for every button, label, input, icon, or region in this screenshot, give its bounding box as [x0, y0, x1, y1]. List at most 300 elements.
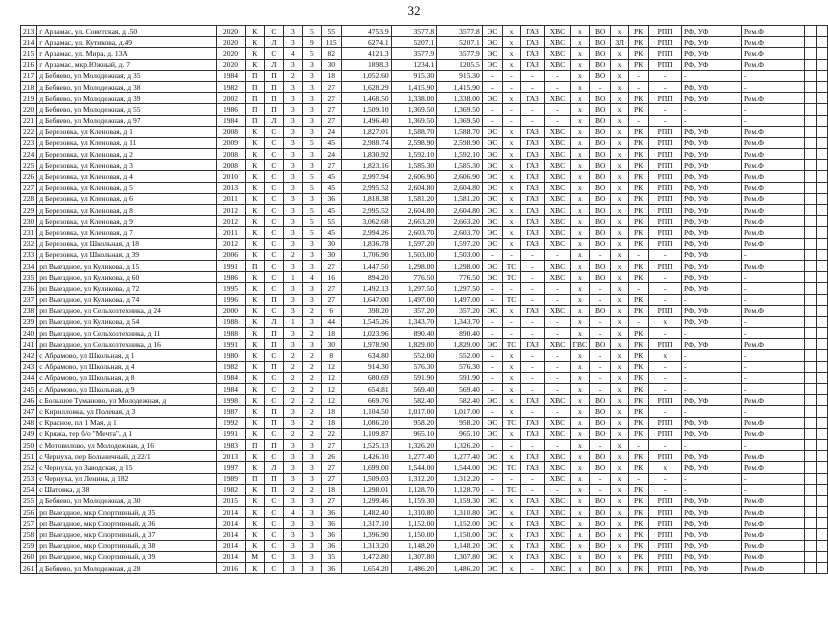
table-cell: С	[264, 540, 283, 551]
table-cell	[805, 48, 816, 59]
table-cell: рп Выездное, мкр Спортивный, д 38	[37, 540, 216, 551]
table-cell: ХВС	[545, 428, 570, 439]
table-cell: рп Выездное, ул Куликова, д 54	[37, 316, 216, 327]
table-cell: ВО	[589, 216, 610, 227]
table-cell: РПП	[649, 227, 682, 238]
table-cell: 1,312.20	[391, 473, 437, 484]
table-cell	[805, 104, 816, 115]
table-cell: РФ, УФ	[682, 160, 742, 171]
table-cell: 1,343.70	[437, 316, 483, 327]
table-cell: х	[570, 70, 589, 81]
table-cell	[816, 350, 828, 361]
table-cell: -	[682, 384, 742, 395]
table-cell: 1,496.40	[341, 115, 391, 126]
table-cell: 1986	[216, 104, 245, 115]
table-row	[21, 507, 828, 518]
table-cell: 1,585.30	[391, 160, 437, 171]
table-cell: д Березовка, ул Кленовая, д 4	[37, 171, 216, 182]
table-cell: х	[570, 316, 589, 327]
table-cell: 237	[21, 294, 37, 305]
table-cell: -	[520, 361, 544, 372]
table-row	[21, 260, 828, 271]
table-cell: РФ, УФ	[682, 316, 742, 327]
table-cell: ГАЗ	[520, 59, 544, 70]
table-cell: х	[570, 462, 589, 473]
table-cell: 27	[321, 115, 341, 126]
table-cell: ГАЗ	[520, 462, 544, 473]
table-cell: 3	[302, 518, 321, 529]
table-cell: 2012	[216, 205, 245, 216]
table-cell: х	[570, 272, 589, 283]
table-cell: К	[245, 428, 264, 439]
table-cell: рп Выездное, мкр Спортивный, д 36	[37, 518, 216, 529]
table-cell: -	[520, 350, 544, 361]
table-cell: х	[611, 294, 629, 305]
table-cell: ХВС	[545, 48, 570, 59]
table-cell: РК	[628, 529, 648, 540]
table-cell: К	[245, 238, 264, 249]
table-cell: х	[503, 395, 521, 406]
table-cell: д Березовка, ул Кленовая, д 3	[37, 160, 216, 171]
table-cell: РК	[628, 272, 648, 283]
table-cell: 30	[321, 249, 341, 260]
table-cell: 3	[283, 182, 302, 193]
table-row	[21, 272, 828, 283]
table-cell: 3	[283, 205, 302, 216]
table-cell: 223	[21, 137, 37, 148]
table-cell: 3	[302, 149, 321, 160]
table-cell: 890.40	[437, 328, 483, 339]
table-cell: х	[611, 193, 629, 204]
table-cell: с Шатовка, д 38	[37, 484, 216, 495]
table-cell: 1,277.40	[437, 451, 483, 462]
table-cell: 1,588.70	[391, 126, 437, 137]
table-cell: РПП	[649, 540, 682, 551]
table-cell	[816, 70, 828, 81]
table-cell: 261	[21, 563, 37, 574]
table-cell: П	[264, 417, 283, 428]
table-cell: 220	[21, 104, 37, 115]
table-cell: 3,062.68	[341, 216, 391, 227]
table-cell: К	[245, 205, 264, 216]
table-cell	[805, 495, 816, 506]
table-cell: 1,827.01	[341, 126, 391, 137]
table-cell: 252	[21, 462, 37, 473]
table-cell	[805, 473, 816, 484]
table-row	[21, 316, 828, 327]
table-cell: К	[245, 272, 264, 283]
table-cell: 217	[21, 70, 37, 81]
table-cell: ГВС	[570, 339, 589, 350]
table-cell	[816, 529, 828, 540]
table-cell: РФ, УФ	[682, 518, 742, 529]
table-cell: 1	[283, 316, 302, 327]
table-cell: -	[520, 249, 544, 260]
table-cell: рп Выездное, ул Куликова, д 15	[37, 260, 216, 271]
table-cell: 680.69	[341, 372, 391, 383]
table-cell: РК	[628, 93, 648, 104]
table-cell: х	[611, 439, 629, 450]
table-cell: 36	[321, 563, 341, 574]
table-cell: РПП	[649, 305, 682, 316]
table-cell: -	[741, 104, 804, 115]
table-cell: РПП	[649, 428, 682, 439]
table-cell: ТС	[503, 484, 521, 495]
table-cell: ГАЗ	[520, 551, 544, 562]
table-cell: Рем.Ф	[741, 428, 804, 439]
table-cell: х	[570, 395, 589, 406]
table-cell: х	[611, 104, 629, 115]
table-cell: х	[503, 227, 521, 238]
table-cell	[816, 171, 828, 182]
table-cell: -	[482, 350, 502, 361]
table-cell: РФ, УФ	[682, 283, 742, 294]
table-cell: РК	[628, 462, 648, 473]
table-cell: 27	[321, 104, 341, 115]
table-cell: х	[611, 473, 629, 484]
table-cell: 214	[21, 37, 37, 48]
table-cell	[816, 205, 828, 216]
table-cell: х	[503, 372, 521, 383]
table-cell: РК	[628, 149, 648, 160]
table-cell: -	[545, 249, 570, 260]
table-cell: ЭС	[482, 149, 502, 160]
table-cell: РФ, УФ	[682, 216, 742, 227]
table-row	[21, 439, 828, 450]
table-cell: 3	[302, 59, 321, 70]
table-cell: РК	[628, 137, 648, 148]
table-row	[21, 563, 828, 574]
table-cell: х	[503, 37, 521, 48]
table-cell: 2020	[216, 48, 245, 59]
table-cell: П	[245, 439, 264, 450]
table-cell: 2014	[216, 518, 245, 529]
table-cell: К	[245, 361, 264, 372]
table-cell: ГАЗ	[520, 26, 544, 37]
table-cell: д Бебяево, ул Молодежная, д 55	[37, 104, 216, 115]
table-cell: х	[611, 484, 629, 495]
table-cell: 45	[321, 227, 341, 238]
table-cell	[816, 417, 828, 428]
table-cell: К	[245, 384, 264, 395]
table-cell: ГАЗ	[520, 518, 544, 529]
table-cell: 1982	[216, 81, 245, 92]
table-cell: ГАЗ	[520, 529, 544, 540]
table-cell: х	[611, 339, 629, 350]
table-cell: РФ, УФ	[682, 417, 742, 428]
table-cell: рп Выездное, ул Куликова, д 60	[37, 272, 216, 283]
table-cell: ВО	[589, 462, 610, 473]
table-cell: г Арзамас, ул. Советская, д .50	[37, 26, 216, 37]
table-cell	[805, 81, 816, 92]
table-cell: ХВС	[545, 26, 570, 37]
table-cell: -	[628, 473, 648, 484]
table-cell	[816, 563, 828, 574]
table-cell	[816, 160, 828, 171]
table-cell: 3	[302, 238, 321, 249]
table-cell	[805, 216, 816, 227]
table-cell: 2,994.26	[341, 227, 391, 238]
table-cell: 18	[321, 328, 341, 339]
table-cell: -	[520, 372, 544, 383]
table-cell: -	[649, 361, 682, 372]
table-cell: -	[741, 272, 804, 283]
table-cell: -	[545, 350, 570, 361]
table-row	[21, 205, 828, 216]
table-cell: К	[245, 305, 264, 316]
table-cell: 2,988.74	[341, 137, 391, 148]
table-cell: 3	[283, 406, 302, 417]
table-cell: -	[682, 70, 742, 81]
table-cell: ВО	[589, 171, 610, 182]
table-cell: ХВС	[545, 495, 570, 506]
table-cell: 36	[321, 540, 341, 551]
table-cell: х	[570, 484, 589, 495]
table-cell: П	[264, 81, 283, 92]
table-cell: х	[570, 372, 589, 383]
table-cell: 260	[21, 551, 37, 562]
table-cell: ВО	[589, 518, 610, 529]
table-cell: 235	[21, 272, 37, 283]
table-cell: -	[482, 372, 502, 383]
table-cell: ТС	[503, 294, 521, 305]
table-cell: -	[741, 361, 804, 372]
table-cell: -	[520, 272, 544, 283]
table-cell: 3	[283, 551, 302, 562]
table-cell: К	[245, 316, 264, 327]
table-cell: ГАЗ	[520, 540, 544, 551]
table-cell	[816, 126, 828, 137]
table-cell: П	[264, 93, 283, 104]
table-cell: ВО	[589, 160, 610, 171]
table-cell: -	[589, 384, 610, 395]
table-cell: 2	[283, 395, 302, 406]
table-cell: -	[589, 294, 610, 305]
table-cell: -	[741, 484, 804, 495]
table-cell: 3	[302, 507, 321, 518]
table-cell: П	[245, 260, 264, 271]
table-cell: С	[264, 551, 283, 562]
table-cell: К	[245, 216, 264, 227]
table-cell: 3	[302, 473, 321, 484]
table-cell: 1,326.20	[437, 439, 483, 450]
table-cell: Рем.Ф	[741, 93, 804, 104]
table-cell: Рем.Ф	[741, 171, 804, 182]
table-cell: 3	[302, 540, 321, 551]
table-cell: ГАЗ	[520, 171, 544, 182]
table-cell: П	[245, 70, 264, 81]
table-cell: 2020	[216, 59, 245, 70]
table-cell: -	[482, 81, 502, 92]
table-cell: -	[503, 283, 521, 294]
table-cell	[816, 484, 828, 495]
table-cell: -	[520, 70, 544, 81]
table-cell: х	[503, 238, 521, 249]
table-cell: Л	[264, 37, 283, 48]
table-cell: ВО	[589, 227, 610, 238]
table-cell: ВО	[589, 551, 610, 562]
table-row	[21, 395, 828, 406]
table-cell: РПП	[649, 149, 682, 160]
table-cell: 3	[283, 540, 302, 551]
table-cell: ХВС	[545, 518, 570, 529]
table-cell: ЭС	[482, 395, 502, 406]
table-cell: Рем.Ф	[741, 126, 804, 137]
table-cell: РФ, УФ	[682, 272, 742, 283]
table-cell: д Березовка, ул Школьная, д 18	[37, 238, 216, 249]
table-cell: ХВС	[545, 272, 570, 283]
table-cell: -	[741, 249, 804, 260]
table-cell: 2	[302, 328, 321, 339]
table-cell: РФ, УФ	[682, 59, 742, 70]
table-cell: 3	[283, 115, 302, 126]
table-cell: 5	[302, 26, 321, 37]
table-cell: РК	[628, 59, 648, 70]
table-cell: 1,581.20	[391, 193, 437, 204]
table-cell: Рем.Ф	[741, 260, 804, 271]
table-cell: -	[741, 473, 804, 484]
table-cell: 3	[283, 439, 302, 450]
table-cell: ХВС	[545, 227, 570, 238]
table-cell	[816, 372, 828, 383]
table-cell: 1,148.20	[437, 540, 483, 551]
table-cell: РК	[628, 294, 648, 305]
table-cell: 45	[321, 182, 341, 193]
table-cell: ГАЗ	[520, 126, 544, 137]
table-cell: -	[503, 70, 521, 81]
table-row	[21, 160, 828, 171]
table-cell: К	[245, 26, 264, 37]
table-cell: 18	[321, 417, 341, 428]
table-cell: с Большое Туманово, ул Молодежная, д	[37, 395, 216, 406]
table-cell: 221	[21, 115, 37, 126]
table-cell	[805, 507, 816, 518]
table-cell	[805, 227, 816, 238]
table-cell: 1,298.00	[391, 260, 437, 271]
table-cell: 1,297.50	[391, 283, 437, 294]
table-cell: 5	[302, 227, 321, 238]
table-cell: 45	[321, 205, 341, 216]
table-cell: 5	[302, 205, 321, 216]
table-cell: РК	[628, 361, 648, 372]
table-cell: 2	[283, 372, 302, 383]
table-cell: 213	[21, 26, 37, 37]
table-cell: С	[264, 451, 283, 462]
table-row	[21, 417, 828, 428]
table-row	[21, 540, 828, 551]
table-cell: -	[589, 316, 610, 327]
table-cell: 225	[21, 160, 37, 171]
table-cell	[805, 428, 816, 439]
table-cell: РК	[628, 495, 648, 506]
table-cell: 229	[21, 205, 37, 216]
table-cell: РПП	[649, 182, 682, 193]
table-cell: -	[503, 249, 521, 260]
table-cell: 2,606.90	[391, 171, 437, 182]
table-cell: х	[503, 540, 521, 551]
table-cell: ЭС	[482, 171, 502, 182]
table-cell: 3	[283, 171, 302, 182]
table-cell: х	[570, 238, 589, 249]
table-cell: 3	[283, 495, 302, 506]
table-cell: 2002	[216, 93, 245, 104]
table-cell: 2,604.80	[391, 205, 437, 216]
table-cell: 2008	[216, 149, 245, 160]
table-cell: 1,299.46	[341, 495, 391, 506]
table-cell: -	[545, 294, 570, 305]
table-cell: РК	[628, 216, 648, 227]
table-row	[21, 216, 828, 227]
table-cell: х	[570, 563, 589, 574]
table-cell: 4	[302, 272, 321, 283]
table-cell: 1,298.00	[437, 260, 483, 271]
table-cell: 654.81	[341, 384, 391, 395]
table-cell: К	[245, 451, 264, 462]
table-cell: -	[589, 350, 610, 361]
table-cell: 1,104.50	[341, 406, 391, 417]
table-cell: -	[520, 104, 544, 115]
table-cell: 250	[21, 439, 37, 450]
table-cell	[805, 305, 816, 316]
table-cell: х	[611, 227, 629, 238]
table-cell: -	[482, 384, 502, 395]
table-cell	[816, 495, 828, 506]
table-cell: 2	[302, 372, 321, 383]
table-cell	[805, 93, 816, 104]
table-cell: РК	[628, 48, 648, 59]
table-cell: РФ, УФ	[682, 507, 742, 518]
table-cell: 1,497.00	[437, 294, 483, 305]
table-cell: 2	[302, 417, 321, 428]
table-cell: 1,052.60	[341, 70, 391, 81]
table-cell: С	[264, 272, 283, 283]
table-cell: 241	[21, 339, 37, 350]
table-cell: х	[570, 171, 589, 182]
table-cell: ЭС	[482, 529, 502, 540]
table-cell: 3	[302, 451, 321, 462]
table-cell: 2013	[216, 451, 245, 462]
table-cell: С	[264, 518, 283, 529]
table-cell: РК	[628, 540, 648, 551]
table-cell	[805, 37, 816, 48]
table-cell: 1,298.01	[341, 484, 391, 495]
table-cell: -	[741, 294, 804, 305]
table-cell: 1,592.10	[391, 149, 437, 160]
table-cell: 2	[283, 70, 302, 81]
table-cell: С	[264, 529, 283, 540]
table-cell: -	[589, 372, 610, 383]
table-cell: х	[570, 93, 589, 104]
table-cell: х	[611, 182, 629, 193]
table-cell: ГАЗ	[520, 305, 544, 316]
table-cell: ВО	[589, 115, 610, 126]
table-cell: х	[611, 507, 629, 518]
table-cell: ХВС	[545, 551, 570, 562]
table-cell: П	[264, 339, 283, 350]
table-cell: 2015	[216, 495, 245, 506]
table-cell: 2020	[216, 26, 245, 37]
table-cell: 398.20	[341, 305, 391, 316]
table-cell: 1982	[216, 484, 245, 495]
table-cell: х	[570, 507, 589, 518]
table-cell: 1205.5	[437, 59, 483, 70]
table-cell: РФ, УФ	[682, 495, 742, 506]
table-cell: 1,343.70	[391, 316, 437, 327]
table-cell: 669.76	[341, 395, 391, 406]
table-cell: 219	[21, 93, 37, 104]
table-cell: РФ, УФ	[682, 37, 742, 48]
table-cell: 36	[321, 529, 341, 540]
